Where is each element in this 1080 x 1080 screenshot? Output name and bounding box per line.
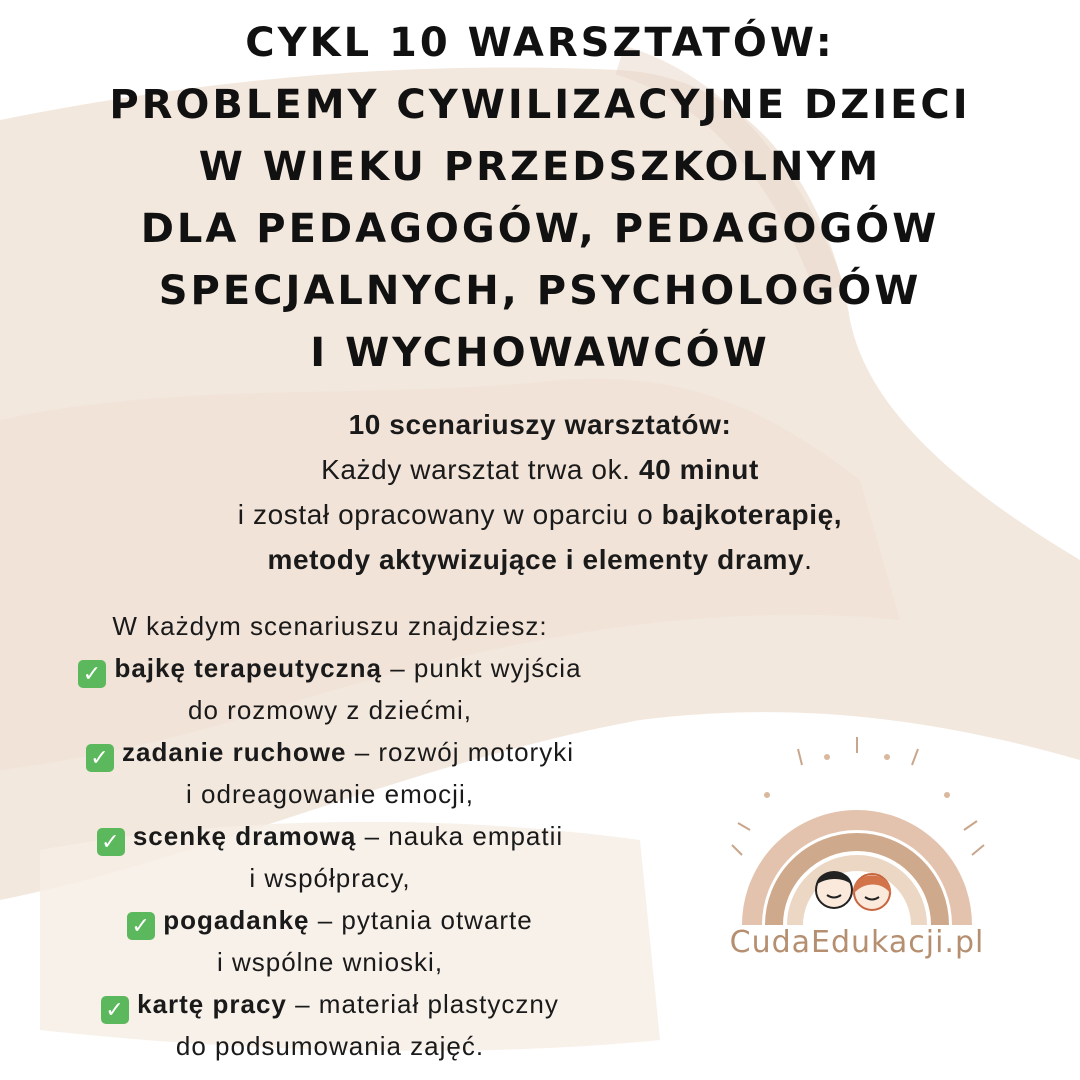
title-line: W WIEKU PRZEDSZKOLNYM	[198, 144, 882, 190]
list-item	[0, 815, 660, 857]
item-bold: bajkę terapeutyczną	[114, 653, 382, 683]
item-bold: scenkę dramową	[132, 821, 357, 851]
check-box-icon: ✓	[101, 996, 129, 1024]
list-heading: W każdym scenariuszu znajdziesz:	[112, 611, 548, 641]
intro-block	[0, 402, 1080, 582]
title-line: DLA PEDAGOGÓW, PEDAGOGÓW	[140, 206, 940, 252]
page-title	[0, 12, 1080, 384]
item-text: – pytania otwarte	[317, 905, 533, 935]
method-bajkoterapia: bajkoterapię,	[661, 499, 843, 530]
list-item	[0, 647, 660, 689]
item-bold: zadanie ruchowe	[121, 737, 347, 767]
item-bold: kartę pracy	[137, 989, 287, 1019]
list-item-continuation: i odreagowanie emocji,	[186, 779, 474, 809]
list-item-continuation: i współpracy,	[249, 863, 411, 893]
title-line: CYKL 10 WARSZTATÓW:	[245, 20, 835, 66]
duration: 40 minut	[638, 454, 759, 485]
title-line: PROBLEMY CYWILIZACYJNE DZIECI	[109, 82, 971, 128]
item-text: – nauka empatii	[364, 821, 564, 851]
item-bold: pogadankę	[163, 905, 310, 935]
scenario-contents-list	[0, 605, 660, 1067]
item-text: – materiał plastyczny	[295, 989, 559, 1019]
list-item	[0, 983, 660, 1025]
check-box-icon: ✓	[97, 828, 125, 856]
period: .	[804, 544, 813, 575]
cudaedukacji-logo	[722, 735, 992, 975]
methods: metody aktywizujące i elementy dramy	[267, 544, 805, 575]
check-box-icon: ✓	[86, 744, 114, 772]
intro-text: i został opracowany w oparciu o	[237, 499, 654, 530]
intro-text: Każdy warsztat trwa ok.	[321, 454, 631, 485]
check-box-icon: ✓	[78, 660, 106, 688]
logo-text: CudaEdukacji.pl	[729, 925, 985, 960]
list-item	[0, 899, 660, 941]
list-item-continuation: do podsumowania zajęć.	[175, 1031, 485, 1061]
list-item-continuation: i wspólne wnioski,	[216, 947, 444, 977]
list-item	[0, 731, 660, 773]
item-text: – rozwój motoryki	[354, 737, 574, 767]
title-line: SPECJALNYCH, PSYCHOLOGÓW	[158, 268, 922, 314]
title-line: I WYCHOWAWCÓW	[310, 330, 770, 376]
intro-heading: 10 scenariuszy warsztatów:	[348, 409, 732, 440]
rainbow-icon	[722, 735, 992, 935]
check-box-icon: ✓	[127, 912, 155, 940]
item-text: – punkt wyjścia	[390, 653, 582, 683]
list-item-continuation: do rozmowy z dziećmi,	[188, 695, 472, 725]
